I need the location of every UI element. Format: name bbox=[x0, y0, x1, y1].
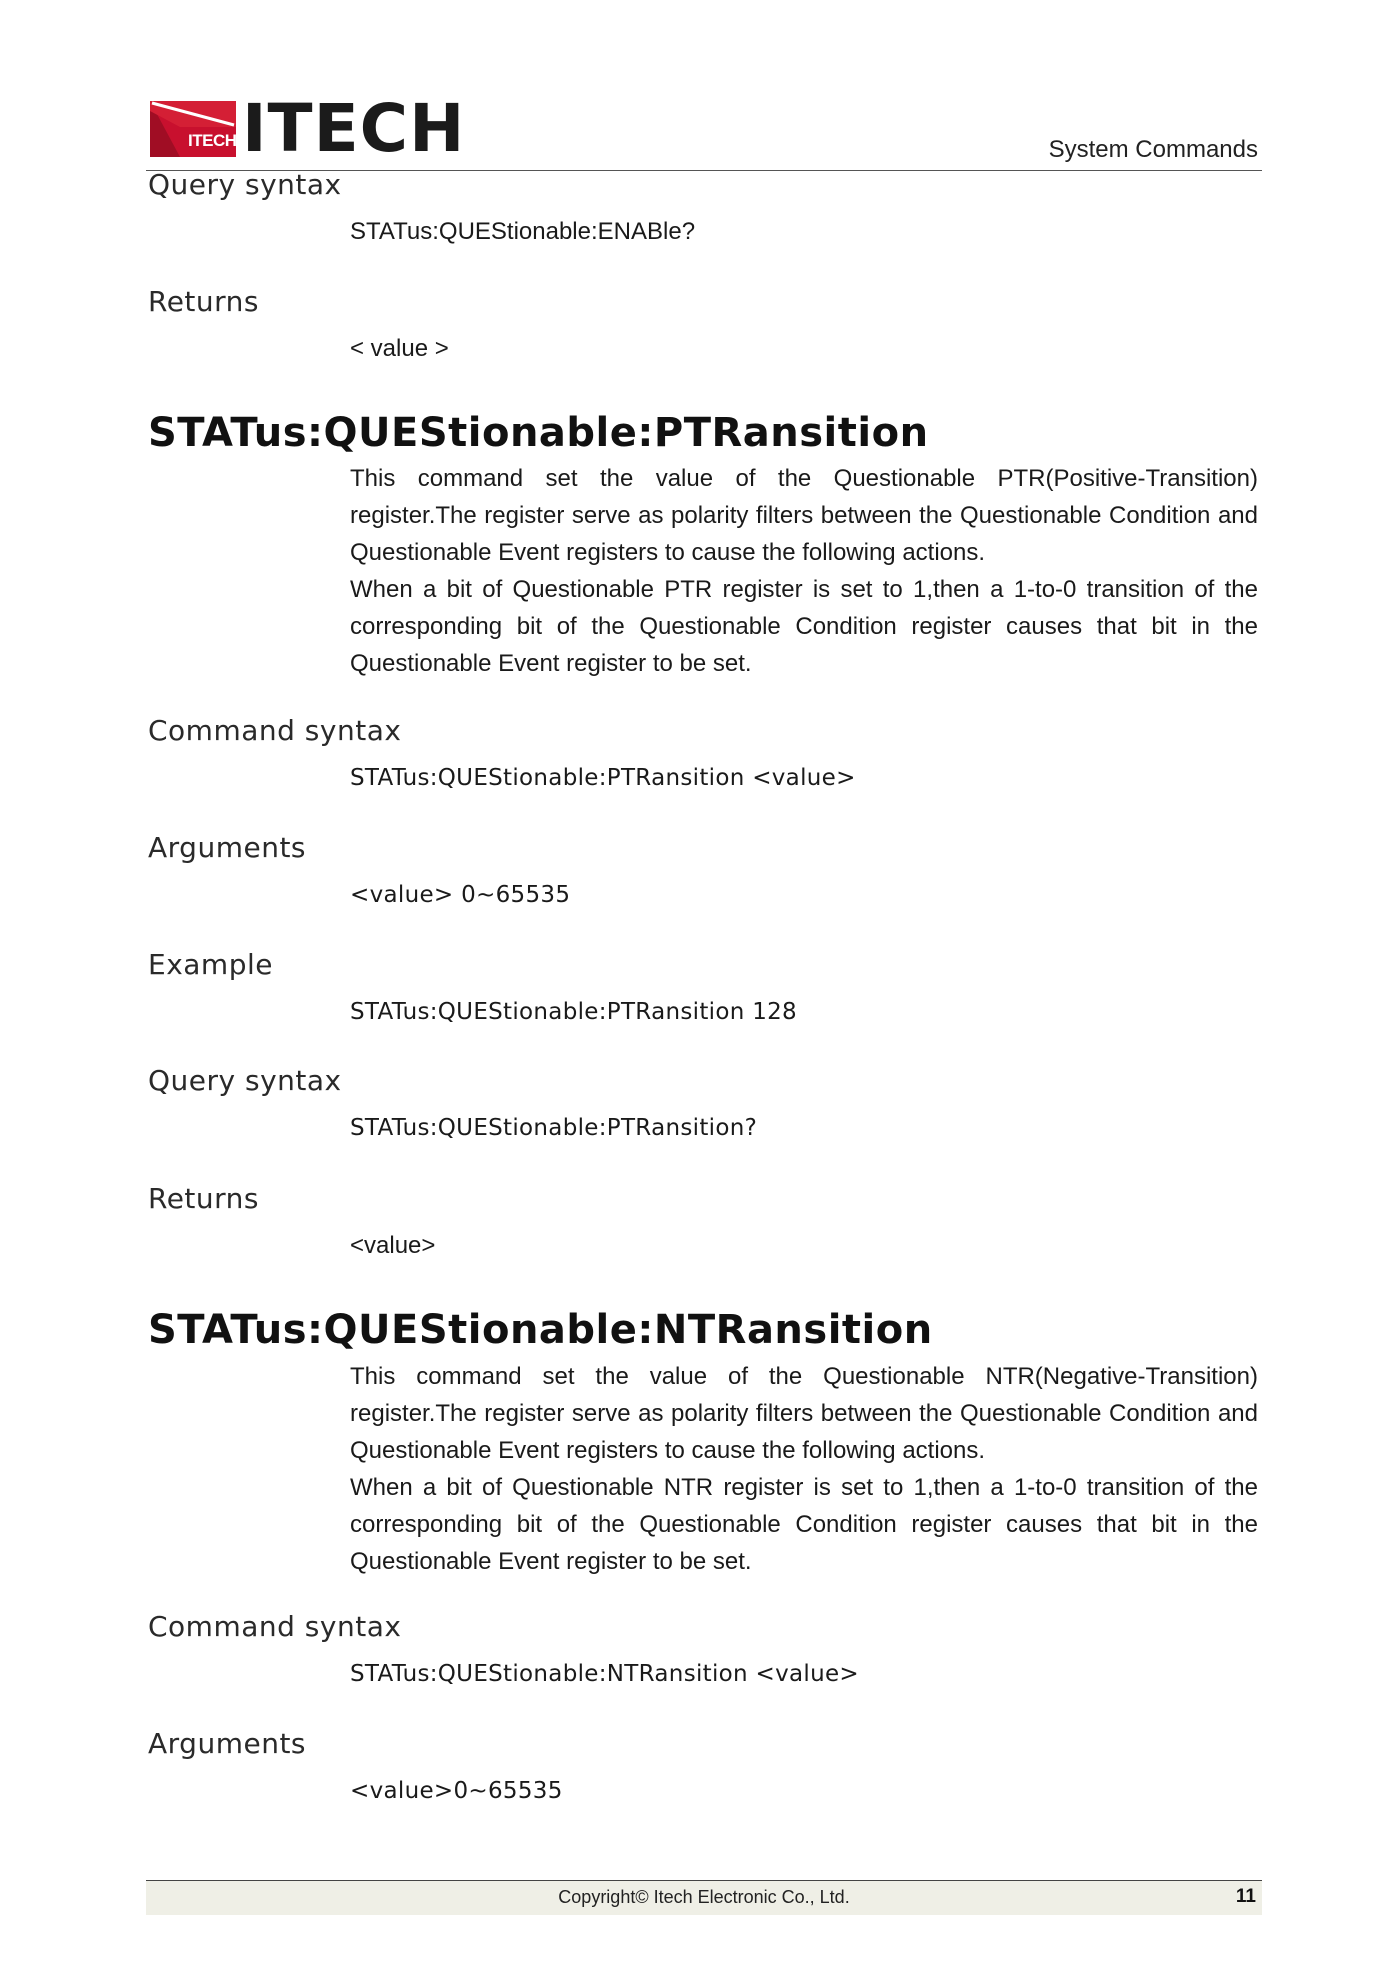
ptr-returns-value: <value> bbox=[350, 1232, 436, 1259]
ptr-description bbox=[350, 460, 1258, 682]
footer-copyright: Copyright© Itech Electronic Co., Ltd. bbox=[558, 1887, 850, 1907]
ntr-description-para-2: When a bit of Questionable NTR register is set to 1,then a 1-to-0 transition of the corresponding bit of the Questionable Condition register causes that bit in the Questionable Event register to be set. bbox=[350, 1474, 1258, 1575]
ptr-query-syntax-heading: Query syntax bbox=[148, 1064, 342, 1097]
ntr-arguments-heading: Arguments bbox=[148, 1727, 307, 1760]
ptr-example-value: STATus:QUEStionable:PTRansition 128 bbox=[350, 999, 797, 1025]
logo-flag-icon bbox=[150, 101, 236, 157]
ptr-command-title: STATus:QUEStionable:PTRansition bbox=[148, 410, 929, 456]
ptr-command-syntax-heading: Command syntax bbox=[148, 714, 402, 747]
ptr-arguments-value: <value> 0~65535 bbox=[350, 882, 571, 908]
header-section-title: System Commands bbox=[1048, 136, 1258, 163]
ptr-returns-heading: Returns bbox=[148, 1182, 260, 1215]
page-header bbox=[146, 90, 1262, 171]
logo-wordmark: ITECH bbox=[242, 90, 466, 167]
ntr-command-syntax-value: STATus:QUEStionable:NTRansition <value> bbox=[350, 1661, 859, 1687]
query-syntax-value: STATus:QUEStionable:ENABle? bbox=[350, 218, 696, 245]
ptr-example-heading: Example bbox=[148, 948, 273, 981]
ptr-query-syntax-value: STATus:QUEStionable:PTRansition? bbox=[350, 1115, 758, 1141]
ntr-command-title: STATus:QUEStionable:NTRansition bbox=[148, 1307, 933, 1353]
ntr-description-para-1: This command set the value of the Questionable NTR(Negative-Transition) register.The register serve as polarity filters between the Questionable Condition and Questionable Event registers to cause the following actions. bbox=[350, 1363, 1258, 1464]
page-number: 11 bbox=[1235, 1886, 1256, 1907]
query-syntax-heading: Query syntax bbox=[148, 168, 342, 201]
page-footer bbox=[146, 1880, 1262, 1915]
ntr-command-syntax-heading: Command syntax bbox=[148, 1610, 402, 1643]
ntr-description bbox=[350, 1358, 1258, 1580]
itech-logo bbox=[150, 90, 466, 167]
returns-value: < value > bbox=[350, 335, 449, 362]
returns-heading: Returns bbox=[148, 285, 260, 318]
logo-flag-text: ITECH bbox=[188, 131, 237, 150]
ntr-arguments-value: <value>0~65535 bbox=[350, 1778, 563, 1804]
ptr-arguments-heading: Arguments bbox=[148, 831, 307, 864]
ptr-command-syntax-value: STATus:QUEStionable:PTRansition <value> bbox=[350, 765, 856, 791]
ptr-description-para-2: When a bit of Questionable PTR register is set to 1,then a 1-to-0 transition of the corresponding bit of the Questionable Condition register causes that bit in the Questionable Event register to be set. bbox=[350, 576, 1258, 677]
ptr-description-para-1: This command set the value of the Questionable PTR(Positive-Transition) register.The register serve as polarity filters between the Questionable Condition and Questionable Event registers to cause the following actions. bbox=[350, 465, 1258, 566]
